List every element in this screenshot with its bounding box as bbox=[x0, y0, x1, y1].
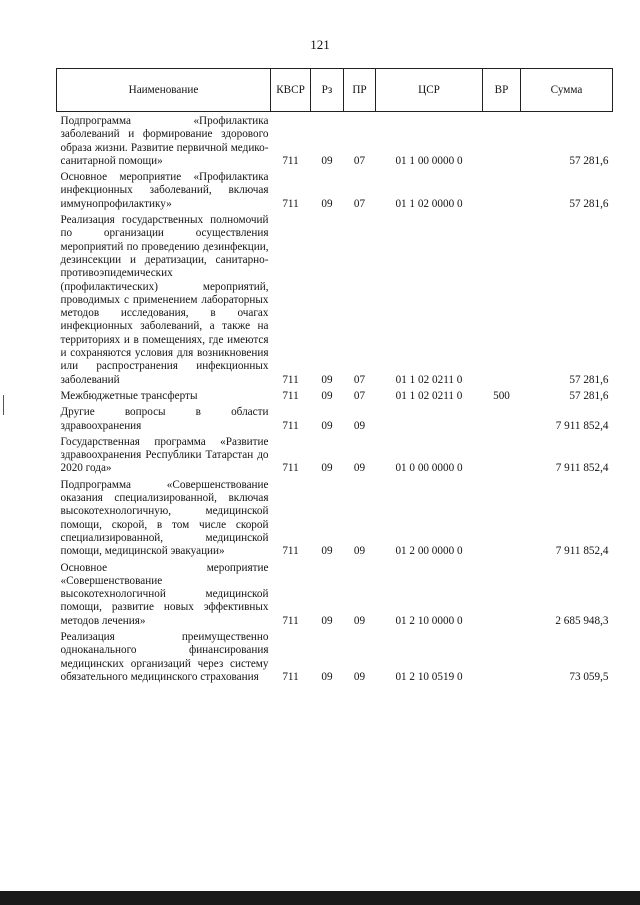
row-pr: 09 bbox=[353, 614, 366, 627]
budget-table bbox=[56, 68, 613, 684]
row-name: Основное мероприятие «Совершенствование высокотехнологичной медицинской помощи, развитие новых эффективных методов лечения» bbox=[60, 561, 269, 627]
header-pr: ПР bbox=[344, 69, 376, 112]
row-kvsr: 711 bbox=[282, 154, 299, 167]
row-csr: 01 0 00 0000 0 bbox=[395, 462, 463, 475]
row-vr bbox=[483, 168, 521, 211]
row-csr: 01 1 02 0211 0 bbox=[395, 373, 463, 386]
row-rz: 09 bbox=[321, 373, 333, 386]
scan-bottom-bar bbox=[0, 891, 640, 905]
table-row bbox=[57, 559, 613, 628]
row-kvsr: 711 bbox=[282, 545, 299, 558]
row-csr: 01 2 10 0000 0 bbox=[395, 614, 463, 627]
row-name: Реализация государственных полномочий по организации осуществления мероприятий по проведению дезинфекции, дезинсекции и дератизации, санитарно-противоэпидемических (профилактических) мероприятий, проводимых с применением лабораторных методов исследования, в очагах инфекционных заболеваний, а также на территориях и в помещениях, где имеются и сохраняются условия для возникновения или распространения инфекционных заболеваний bbox=[60, 214, 269, 386]
row-vr bbox=[483, 559, 521, 628]
row-kvsr: 711 bbox=[282, 197, 299, 210]
header-sum: Сумма bbox=[521, 69, 613, 112]
row-vr bbox=[483, 628, 521, 684]
row-pr: 09 bbox=[353, 419, 366, 432]
row-sum: 73 059,5 bbox=[569, 670, 609, 683]
table-row bbox=[57, 628, 613, 684]
scan-edge-mark bbox=[3, 395, 4, 415]
row-sum: 57 281,6 bbox=[569, 373, 609, 386]
row-pr: 07 bbox=[353, 197, 366, 210]
table-header bbox=[57, 69, 613, 112]
header-kvsr: КВСР bbox=[271, 69, 311, 112]
table-row bbox=[57, 403, 613, 433]
table-row bbox=[57, 387, 613, 403]
row-vr bbox=[483, 112, 521, 169]
row-sum: 7 911 852,4 bbox=[555, 462, 609, 475]
row-sum: 2 685 948,3 bbox=[555, 614, 609, 627]
row-vr bbox=[483, 476, 521, 559]
row-name: Государственная программа «Развитие здравоохранения Республики Татарстан до 2020 года» bbox=[60, 435, 269, 475]
row-rz: 09 bbox=[321, 154, 333, 167]
row-kvsr: 711 bbox=[282, 389, 299, 402]
row-kvsr: 711 bbox=[282, 462, 299, 475]
table-row bbox=[57, 112, 613, 169]
row-name: Реализация преимущественно одноканального финансирования медицинских организаций через систему обязательного медицинского страхования bbox=[60, 630, 269, 683]
row-pr: 09 bbox=[353, 462, 366, 475]
page-number: 121 bbox=[310, 37, 330, 52]
header-csr: ЦСР bbox=[376, 69, 483, 112]
row-csr: 01 2 00 0000 0 bbox=[395, 545, 463, 558]
row-rz: 09 bbox=[321, 419, 333, 432]
row-csr: 01 1 02 0000 0 bbox=[395, 197, 463, 210]
row-pr: 09 bbox=[353, 670, 366, 683]
header-name: Наименование bbox=[57, 69, 271, 112]
table-row bbox=[57, 168, 613, 211]
row-rz: 09 bbox=[321, 614, 333, 627]
row-name: Подпрограмма «Совершенствование оказания специализированной, включая высокотехнологичную, медицинской помощи, скорой, в том числе скорой специализированной, медицинской помощи, медицинской эвакуации» bbox=[60, 478, 269, 558]
row-rz: 09 bbox=[321, 389, 333, 402]
row-vr bbox=[483, 433, 521, 476]
row-name: Межбюджетные трансферты bbox=[60, 389, 198, 402]
row-name: Другие вопросы в области здравоохранения bbox=[60, 406, 269, 432]
row-csr: 01 2 10 0519 0 bbox=[395, 670, 463, 683]
row-pr: 07 bbox=[353, 389, 366, 402]
header-vr: ВР bbox=[483, 69, 521, 112]
row-csr bbox=[376, 403, 483, 433]
header-row bbox=[57, 69, 613, 112]
row-kvsr: 711 bbox=[282, 373, 299, 386]
row-csr: 01 1 02 0211 0 bbox=[395, 389, 463, 402]
table-row bbox=[57, 211, 613, 387]
row-vr: 500 bbox=[493, 389, 510, 402]
table-row bbox=[57, 476, 613, 559]
row-sum: 57 281,6 bbox=[569, 197, 609, 210]
row-pr: 07 bbox=[353, 373, 366, 386]
header-rz: Рз bbox=[311, 69, 344, 112]
row-sum: 7 911 852,4 bbox=[555, 545, 609, 558]
row-sum: 7 911 852,4 bbox=[555, 419, 609, 432]
row-kvsr: 711 bbox=[282, 419, 299, 432]
row-pr: 09 bbox=[353, 545, 366, 558]
row-kvsr: 711 bbox=[282, 614, 299, 627]
row-rz: 09 bbox=[321, 545, 333, 558]
row-vr bbox=[483, 403, 521, 433]
row-sum: 57 281,6 bbox=[569, 389, 609, 402]
row-sum: 57 281,6 bbox=[569, 154, 609, 167]
table-body bbox=[57, 112, 613, 685]
row-name: Основное мероприятие «Профилактика инфекционных заболеваний, включая иммунопрофилактику» bbox=[60, 171, 269, 210]
row-name: Подпрограмма «Профилактика заболеваний и формирование здорового образа жизни. Развитие первичной медико-санитарной помощи» bbox=[60, 115, 269, 167]
row-vr bbox=[483, 211, 521, 387]
table-row bbox=[57, 433, 613, 476]
row-rz: 09 bbox=[321, 462, 333, 475]
row-rz: 09 bbox=[321, 670, 333, 683]
row-pr: 07 bbox=[353, 154, 366, 167]
row-rz: 09 bbox=[321, 197, 333, 210]
row-csr: 01 1 00 0000 0 bbox=[395, 154, 463, 167]
row-kvsr: 711 bbox=[282, 670, 299, 683]
